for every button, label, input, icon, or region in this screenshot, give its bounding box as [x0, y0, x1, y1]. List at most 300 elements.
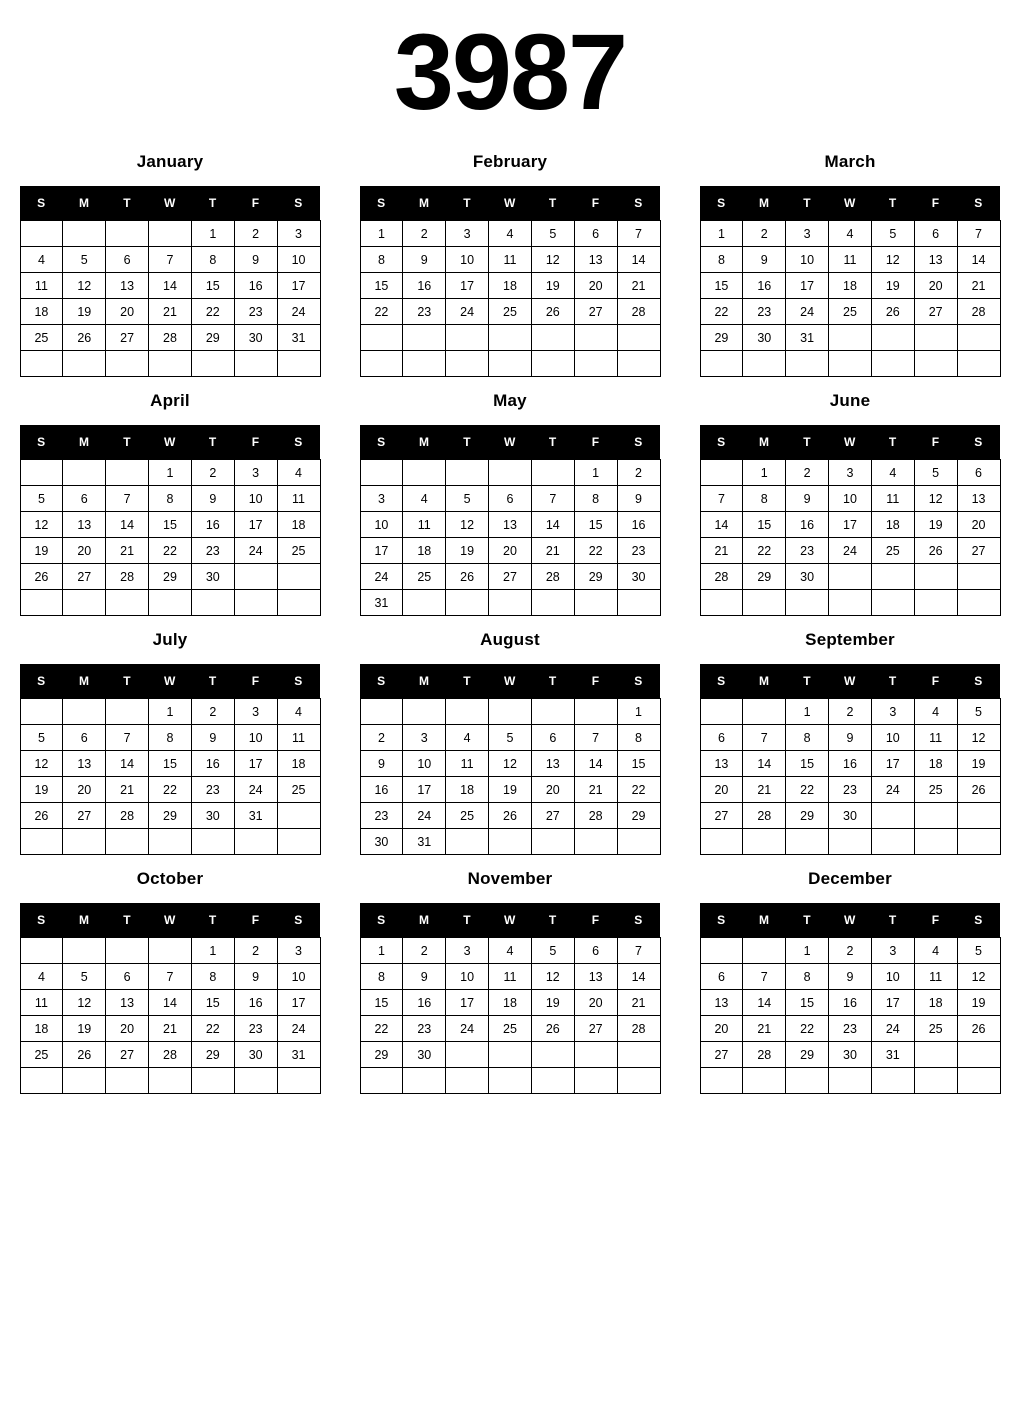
day-cell[interactable]: 10 [786, 247, 829, 273]
day-cell[interactable]: 14 [957, 247, 1000, 273]
day-cell[interactable]: 19 [20, 777, 63, 803]
day-cell[interactable]: 17 [403, 777, 446, 803]
day-cell[interactable]: 5 [957, 938, 1000, 964]
day-cell[interactable]: 19 [871, 273, 914, 299]
day-cell[interactable]: 23 [829, 777, 872, 803]
day-cell[interactable]: 17 [446, 990, 489, 1016]
day-cell[interactable]: 4 [277, 699, 320, 725]
day-cell[interactable]: 7 [957, 221, 1000, 247]
day-cell[interactable]: 10 [871, 725, 914, 751]
day-cell[interactable]: 16 [403, 990, 446, 1016]
day-cell[interactable]: 15 [149, 512, 192, 538]
day-cell[interactable]: 4 [914, 699, 957, 725]
day-cell[interactable]: 23 [743, 299, 786, 325]
day-cell[interactable]: 25 [914, 1016, 957, 1042]
day-cell[interactable]: 16 [786, 512, 829, 538]
day-cell[interactable]: 21 [149, 299, 192, 325]
day-cell[interactable]: 12 [531, 964, 574, 990]
day-cell[interactable]: 6 [531, 725, 574, 751]
day-cell[interactable]: 4 [20, 964, 63, 990]
day-cell[interactable]: 13 [574, 247, 617, 273]
day-cell[interactable]: 13 [63, 512, 106, 538]
day-cell[interactable]: 6 [489, 486, 532, 512]
day-cell[interactable]: 29 [786, 1042, 829, 1068]
day-cell[interactable]: 26 [20, 803, 63, 829]
day-cell[interactable]: 8 [786, 725, 829, 751]
day-cell[interactable]: 22 [786, 777, 829, 803]
day-cell[interactable]: 27 [531, 803, 574, 829]
day-cell[interactable]: 1 [191, 938, 234, 964]
day-cell[interactable]: 18 [489, 990, 532, 1016]
day-cell[interactable]: 20 [106, 1016, 149, 1042]
day-cell[interactable]: 29 [191, 325, 234, 351]
day-cell[interactable]: 25 [489, 1016, 532, 1042]
day-cell[interactable]: 24 [871, 1016, 914, 1042]
day-cell[interactable]: 12 [871, 247, 914, 273]
day-cell[interactable]: 11 [277, 486, 320, 512]
day-cell[interactable]: 30 [191, 803, 234, 829]
day-cell[interactable]: 2 [191, 699, 234, 725]
day-cell[interactable]: 17 [234, 512, 277, 538]
day-cell[interactable]: 29 [743, 564, 786, 590]
day-cell[interactable]: 24 [234, 538, 277, 564]
day-cell[interactable]: 5 [446, 486, 489, 512]
day-cell[interactable]: 2 [617, 460, 660, 486]
day-cell[interactable]: 29 [360, 1042, 403, 1068]
day-cell[interactable]: 1 [149, 699, 192, 725]
day-cell[interactable]: 27 [700, 803, 743, 829]
day-cell[interactable]: 12 [63, 990, 106, 1016]
day-cell[interactable]: 28 [574, 803, 617, 829]
day-cell[interactable]: 13 [489, 512, 532, 538]
day-cell[interactable]: 22 [360, 1016, 403, 1042]
day-cell[interactable]: 12 [531, 247, 574, 273]
day-cell[interactable]: 21 [617, 990, 660, 1016]
day-cell[interactable]: 14 [531, 512, 574, 538]
day-cell[interactable]: 1 [360, 221, 403, 247]
day-cell[interactable]: 15 [574, 512, 617, 538]
day-cell[interactable]: 23 [403, 1016, 446, 1042]
day-cell[interactable]: 5 [20, 486, 63, 512]
day-cell[interactable]: 30 [360, 829, 403, 855]
day-cell[interactable]: 28 [149, 1042, 192, 1068]
day-cell[interactable]: 28 [617, 299, 660, 325]
day-cell[interactable]: 22 [191, 299, 234, 325]
day-cell[interactable]: 5 [531, 938, 574, 964]
day-cell[interactable]: 29 [700, 325, 743, 351]
day-cell[interactable]: 13 [914, 247, 957, 273]
day-cell[interactable]: 9 [234, 964, 277, 990]
day-cell[interactable]: 1 [191, 221, 234, 247]
day-cell[interactable]: 31 [403, 829, 446, 855]
day-cell[interactable]: 10 [871, 964, 914, 990]
day-cell[interactable]: 23 [234, 1016, 277, 1042]
day-cell[interactable]: 2 [403, 221, 446, 247]
day-cell[interactable]: 18 [489, 273, 532, 299]
day-cell[interactable]: 6 [957, 460, 1000, 486]
day-cell[interactable]: 11 [871, 486, 914, 512]
day-cell[interactable]: 19 [957, 990, 1000, 1016]
day-cell[interactable]: 8 [617, 725, 660, 751]
day-cell[interactable]: 9 [617, 486, 660, 512]
day-cell[interactable]: 16 [403, 273, 446, 299]
day-cell[interactable]: 25 [20, 325, 63, 351]
day-cell[interactable]: 31 [277, 1042, 320, 1068]
day-cell[interactable]: 11 [914, 964, 957, 990]
day-cell[interactable]: 27 [106, 1042, 149, 1068]
day-cell[interactable]: 22 [617, 777, 660, 803]
day-cell[interactable]: 27 [63, 564, 106, 590]
day-cell[interactable]: 12 [446, 512, 489, 538]
day-cell[interactable]: 25 [914, 777, 957, 803]
day-cell[interactable]: 26 [531, 1016, 574, 1042]
day-cell[interactable]: 24 [277, 299, 320, 325]
day-cell[interactable]: 3 [829, 460, 872, 486]
day-cell[interactable]: 27 [574, 299, 617, 325]
day-cell[interactable]: 17 [829, 512, 872, 538]
day-cell[interactable]: 12 [63, 273, 106, 299]
day-cell[interactable]: 20 [63, 538, 106, 564]
day-cell[interactable]: 28 [617, 1016, 660, 1042]
day-cell[interactable]: 19 [531, 990, 574, 1016]
day-cell[interactable]: 26 [63, 325, 106, 351]
day-cell[interactable]: 14 [743, 990, 786, 1016]
day-cell[interactable]: 3 [403, 725, 446, 751]
day-cell[interactable]: 20 [489, 538, 532, 564]
day-cell[interactable]: 16 [743, 273, 786, 299]
day-cell[interactable]: 31 [234, 803, 277, 829]
day-cell[interactable]: 4 [871, 460, 914, 486]
day-cell[interactable]: 31 [360, 590, 403, 616]
day-cell[interactable]: 4 [829, 221, 872, 247]
day-cell[interactable]: 27 [700, 1042, 743, 1068]
day-cell[interactable]: 4 [446, 725, 489, 751]
day-cell[interactable]: 3 [871, 938, 914, 964]
day-cell[interactable]: 28 [531, 564, 574, 590]
day-cell[interactable]: 16 [360, 777, 403, 803]
day-cell[interactable]: 21 [617, 273, 660, 299]
day-cell[interactable]: 23 [403, 299, 446, 325]
day-cell[interactable]: 9 [191, 725, 234, 751]
day-cell[interactable]: 23 [191, 777, 234, 803]
day-cell[interactable]: 24 [446, 1016, 489, 1042]
day-cell[interactable]: 16 [829, 990, 872, 1016]
day-cell[interactable]: 23 [617, 538, 660, 564]
day-cell[interactable]: 24 [871, 777, 914, 803]
day-cell[interactable]: 13 [957, 486, 1000, 512]
day-cell[interactable]: 25 [277, 777, 320, 803]
day-cell[interactable]: 18 [20, 299, 63, 325]
day-cell[interactable]: 12 [489, 751, 532, 777]
day-cell[interactable]: 3 [446, 221, 489, 247]
day-cell[interactable]: 30 [829, 1042, 872, 1068]
day-cell[interactable]: 19 [446, 538, 489, 564]
day-cell[interactable]: 6 [700, 725, 743, 751]
day-cell[interactable]: 14 [574, 751, 617, 777]
day-cell[interactable]: 29 [191, 1042, 234, 1068]
day-cell[interactable]: 6 [63, 486, 106, 512]
day-cell[interactable]: 7 [574, 725, 617, 751]
day-cell[interactable]: 14 [617, 964, 660, 990]
day-cell[interactable]: 4 [403, 486, 446, 512]
day-cell[interactable]: 3 [277, 938, 320, 964]
day-cell[interactable]: 21 [743, 777, 786, 803]
day-cell[interactable]: 3 [234, 460, 277, 486]
day-cell[interactable]: 20 [957, 512, 1000, 538]
day-cell[interactable]: 10 [829, 486, 872, 512]
day-cell[interactable]: 25 [403, 564, 446, 590]
day-cell[interactable]: 5 [63, 964, 106, 990]
day-cell[interactable]: 14 [617, 247, 660, 273]
day-cell[interactable]: 5 [531, 221, 574, 247]
day-cell[interactable]: 28 [106, 564, 149, 590]
day-cell[interactable]: 10 [234, 486, 277, 512]
day-cell[interactable]: 16 [191, 512, 234, 538]
day-cell[interactable]: 20 [914, 273, 957, 299]
day-cell[interactable]: 18 [277, 751, 320, 777]
day-cell[interactable]: 8 [149, 486, 192, 512]
day-cell[interactable]: 16 [191, 751, 234, 777]
day-cell[interactable]: 16 [234, 273, 277, 299]
day-cell[interactable]: 3 [234, 699, 277, 725]
day-cell[interactable]: 18 [829, 273, 872, 299]
day-cell[interactable]: 6 [574, 938, 617, 964]
day-cell[interactable]: 15 [743, 512, 786, 538]
day-cell[interactable]: 30 [786, 564, 829, 590]
day-cell[interactable]: 21 [531, 538, 574, 564]
day-cell[interactable]: 9 [234, 247, 277, 273]
day-cell[interactable]: 18 [914, 751, 957, 777]
day-cell[interactable]: 8 [360, 247, 403, 273]
day-cell[interactable]: 7 [743, 964, 786, 990]
day-cell[interactable]: 26 [531, 299, 574, 325]
day-cell[interactable]: 29 [149, 564, 192, 590]
day-cell[interactable]: 14 [149, 990, 192, 1016]
day-cell[interactable]: 20 [106, 299, 149, 325]
day-cell[interactable]: 9 [743, 247, 786, 273]
day-cell[interactable]: 20 [700, 1016, 743, 1042]
day-cell[interactable]: 18 [446, 777, 489, 803]
day-cell[interactable]: 5 [914, 460, 957, 486]
day-cell[interactable]: 8 [149, 725, 192, 751]
day-cell[interactable]: 13 [574, 964, 617, 990]
day-cell[interactable]: 28 [106, 803, 149, 829]
day-cell[interactable]: 25 [277, 538, 320, 564]
day-cell[interactable]: 24 [829, 538, 872, 564]
day-cell[interactable]: 16 [617, 512, 660, 538]
day-cell[interactable]: 22 [149, 538, 192, 564]
day-cell[interactable]: 15 [191, 273, 234, 299]
day-cell[interactable]: 1 [786, 699, 829, 725]
day-cell[interactable]: 28 [743, 1042, 786, 1068]
day-cell[interactable]: 29 [574, 564, 617, 590]
day-cell[interactable]: 10 [360, 512, 403, 538]
day-cell[interactable]: 11 [489, 964, 532, 990]
day-cell[interactable]: 9 [829, 964, 872, 990]
day-cell[interactable]: 5 [63, 247, 106, 273]
day-cell[interactable]: 4 [277, 460, 320, 486]
day-cell[interactable]: 14 [743, 751, 786, 777]
day-cell[interactable]: 2 [743, 221, 786, 247]
day-cell[interactable]: 19 [20, 538, 63, 564]
day-cell[interactable]: 7 [617, 938, 660, 964]
day-cell[interactable]: 15 [360, 273, 403, 299]
day-cell[interactable]: 2 [786, 460, 829, 486]
day-cell[interactable]: 22 [360, 299, 403, 325]
day-cell[interactable]: 9 [403, 964, 446, 990]
day-cell[interactable]: 15 [700, 273, 743, 299]
day-cell[interactable]: 15 [360, 990, 403, 1016]
day-cell[interactable]: 28 [700, 564, 743, 590]
day-cell[interactable]: 26 [446, 564, 489, 590]
day-cell[interactable]: 7 [106, 725, 149, 751]
day-cell[interactable]: 28 [149, 325, 192, 351]
day-cell[interactable]: 14 [106, 512, 149, 538]
day-cell[interactable]: 1 [149, 460, 192, 486]
day-cell[interactable]: 10 [446, 247, 489, 273]
day-cell[interactable]: 29 [617, 803, 660, 829]
day-cell[interactable]: 8 [191, 964, 234, 990]
day-cell[interactable]: 12 [957, 964, 1000, 990]
day-cell[interactable]: 6 [914, 221, 957, 247]
day-cell[interactable]: 8 [574, 486, 617, 512]
day-cell[interactable]: 3 [871, 699, 914, 725]
day-cell[interactable]: 11 [446, 751, 489, 777]
day-cell[interactable]: 8 [786, 964, 829, 990]
day-cell[interactable]: 20 [574, 990, 617, 1016]
day-cell[interactable]: 13 [106, 273, 149, 299]
day-cell[interactable]: 4 [489, 938, 532, 964]
day-cell[interactable]: 25 [829, 299, 872, 325]
day-cell[interactable]: 21 [957, 273, 1000, 299]
day-cell[interactable]: 27 [957, 538, 1000, 564]
day-cell[interactable]: 14 [106, 751, 149, 777]
day-cell[interactable]: 22 [700, 299, 743, 325]
day-cell[interactable]: 4 [20, 247, 63, 273]
day-cell[interactable]: 23 [829, 1016, 872, 1042]
day-cell[interactable]: 29 [149, 803, 192, 829]
day-cell[interactable]: 17 [277, 273, 320, 299]
day-cell[interactable]: 17 [446, 273, 489, 299]
day-cell[interactable]: 12 [20, 751, 63, 777]
day-cell[interactable]: 12 [957, 725, 1000, 751]
day-cell[interactable]: 23 [234, 299, 277, 325]
day-cell[interactable]: 11 [829, 247, 872, 273]
day-cell[interactable]: 13 [106, 990, 149, 1016]
day-cell[interactable]: 11 [489, 247, 532, 273]
day-cell[interactable]: 15 [191, 990, 234, 1016]
day-cell[interactable]: 2 [829, 699, 872, 725]
day-cell[interactable]: 30 [829, 803, 872, 829]
day-cell[interactable]: 31 [871, 1042, 914, 1068]
day-cell[interactable]: 17 [871, 751, 914, 777]
day-cell[interactable]: 26 [957, 777, 1000, 803]
day-cell[interactable]: 9 [403, 247, 446, 273]
day-cell[interactable]: 24 [786, 299, 829, 325]
day-cell[interactable]: 24 [277, 1016, 320, 1042]
day-cell[interactable]: 1 [743, 460, 786, 486]
day-cell[interactable]: 22 [191, 1016, 234, 1042]
day-cell[interactable]: 20 [574, 273, 617, 299]
day-cell[interactable]: 21 [106, 538, 149, 564]
day-cell[interactable]: 17 [786, 273, 829, 299]
day-cell[interactable]: 19 [957, 751, 1000, 777]
day-cell[interactable]: 14 [149, 273, 192, 299]
day-cell[interactable]: 24 [446, 299, 489, 325]
day-cell[interactable]: 22 [743, 538, 786, 564]
day-cell[interactable]: 30 [234, 325, 277, 351]
day-cell[interactable]: 20 [63, 777, 106, 803]
day-cell[interactable]: 6 [700, 964, 743, 990]
day-cell[interactable]: 31 [277, 325, 320, 351]
day-cell[interactable]: 6 [106, 964, 149, 990]
day-cell[interactable]: 13 [531, 751, 574, 777]
day-cell[interactable]: 19 [63, 1016, 106, 1042]
day-cell[interactable]: 17 [360, 538, 403, 564]
day-cell[interactable]: 26 [489, 803, 532, 829]
day-cell[interactable]: 18 [403, 538, 446, 564]
day-cell[interactable]: 2 [191, 460, 234, 486]
day-cell[interactable]: 29 [786, 803, 829, 829]
day-cell[interactable]: 8 [743, 486, 786, 512]
day-cell[interactable]: 11 [20, 990, 63, 1016]
day-cell[interactable]: 1 [700, 221, 743, 247]
day-cell[interactable]: 6 [574, 221, 617, 247]
day-cell[interactable]: 21 [106, 777, 149, 803]
day-cell[interactable]: 31 [786, 325, 829, 351]
day-cell[interactable]: 23 [786, 538, 829, 564]
day-cell[interactable]: 22 [786, 1016, 829, 1042]
day-cell[interactable]: 11 [403, 512, 446, 538]
day-cell[interactable]: 7 [149, 964, 192, 990]
day-cell[interactable]: 10 [277, 247, 320, 273]
day-cell[interactable]: 23 [360, 803, 403, 829]
day-cell[interactable]: 3 [360, 486, 403, 512]
day-cell[interactable]: 15 [617, 751, 660, 777]
day-cell[interactable]: 5 [871, 221, 914, 247]
day-cell[interactable]: 7 [700, 486, 743, 512]
day-cell[interactable]: 9 [360, 751, 403, 777]
day-cell[interactable]: 18 [871, 512, 914, 538]
day-cell[interactable]: 14 [700, 512, 743, 538]
day-cell[interactable]: 30 [191, 564, 234, 590]
day-cell[interactable]: 3 [446, 938, 489, 964]
day-cell[interactable]: 10 [234, 725, 277, 751]
day-cell[interactable]: 20 [531, 777, 574, 803]
day-cell[interactable]: 22 [149, 777, 192, 803]
day-cell[interactable]: 10 [277, 964, 320, 990]
day-cell[interactable]: 27 [63, 803, 106, 829]
day-cell[interactable]: 2 [234, 938, 277, 964]
day-cell[interactable]: 10 [446, 964, 489, 990]
day-cell[interactable]: 26 [871, 299, 914, 325]
day-cell[interactable]: 7 [743, 725, 786, 751]
day-cell[interactable]: 9 [191, 486, 234, 512]
day-cell[interactable]: 1 [786, 938, 829, 964]
day-cell[interactable]: 6 [106, 247, 149, 273]
day-cell[interactable]: 10 [403, 751, 446, 777]
day-cell[interactable]: 19 [914, 512, 957, 538]
day-cell[interactable]: 9 [829, 725, 872, 751]
day-cell[interactable]: 8 [700, 247, 743, 273]
day-cell[interactable]: 24 [234, 777, 277, 803]
day-cell[interactable]: 15 [149, 751, 192, 777]
day-cell[interactable]: 21 [574, 777, 617, 803]
day-cell[interactable]: 4 [489, 221, 532, 247]
day-cell[interactable]: 19 [531, 273, 574, 299]
day-cell[interactable]: 27 [574, 1016, 617, 1042]
day-cell[interactable]: 12 [20, 512, 63, 538]
